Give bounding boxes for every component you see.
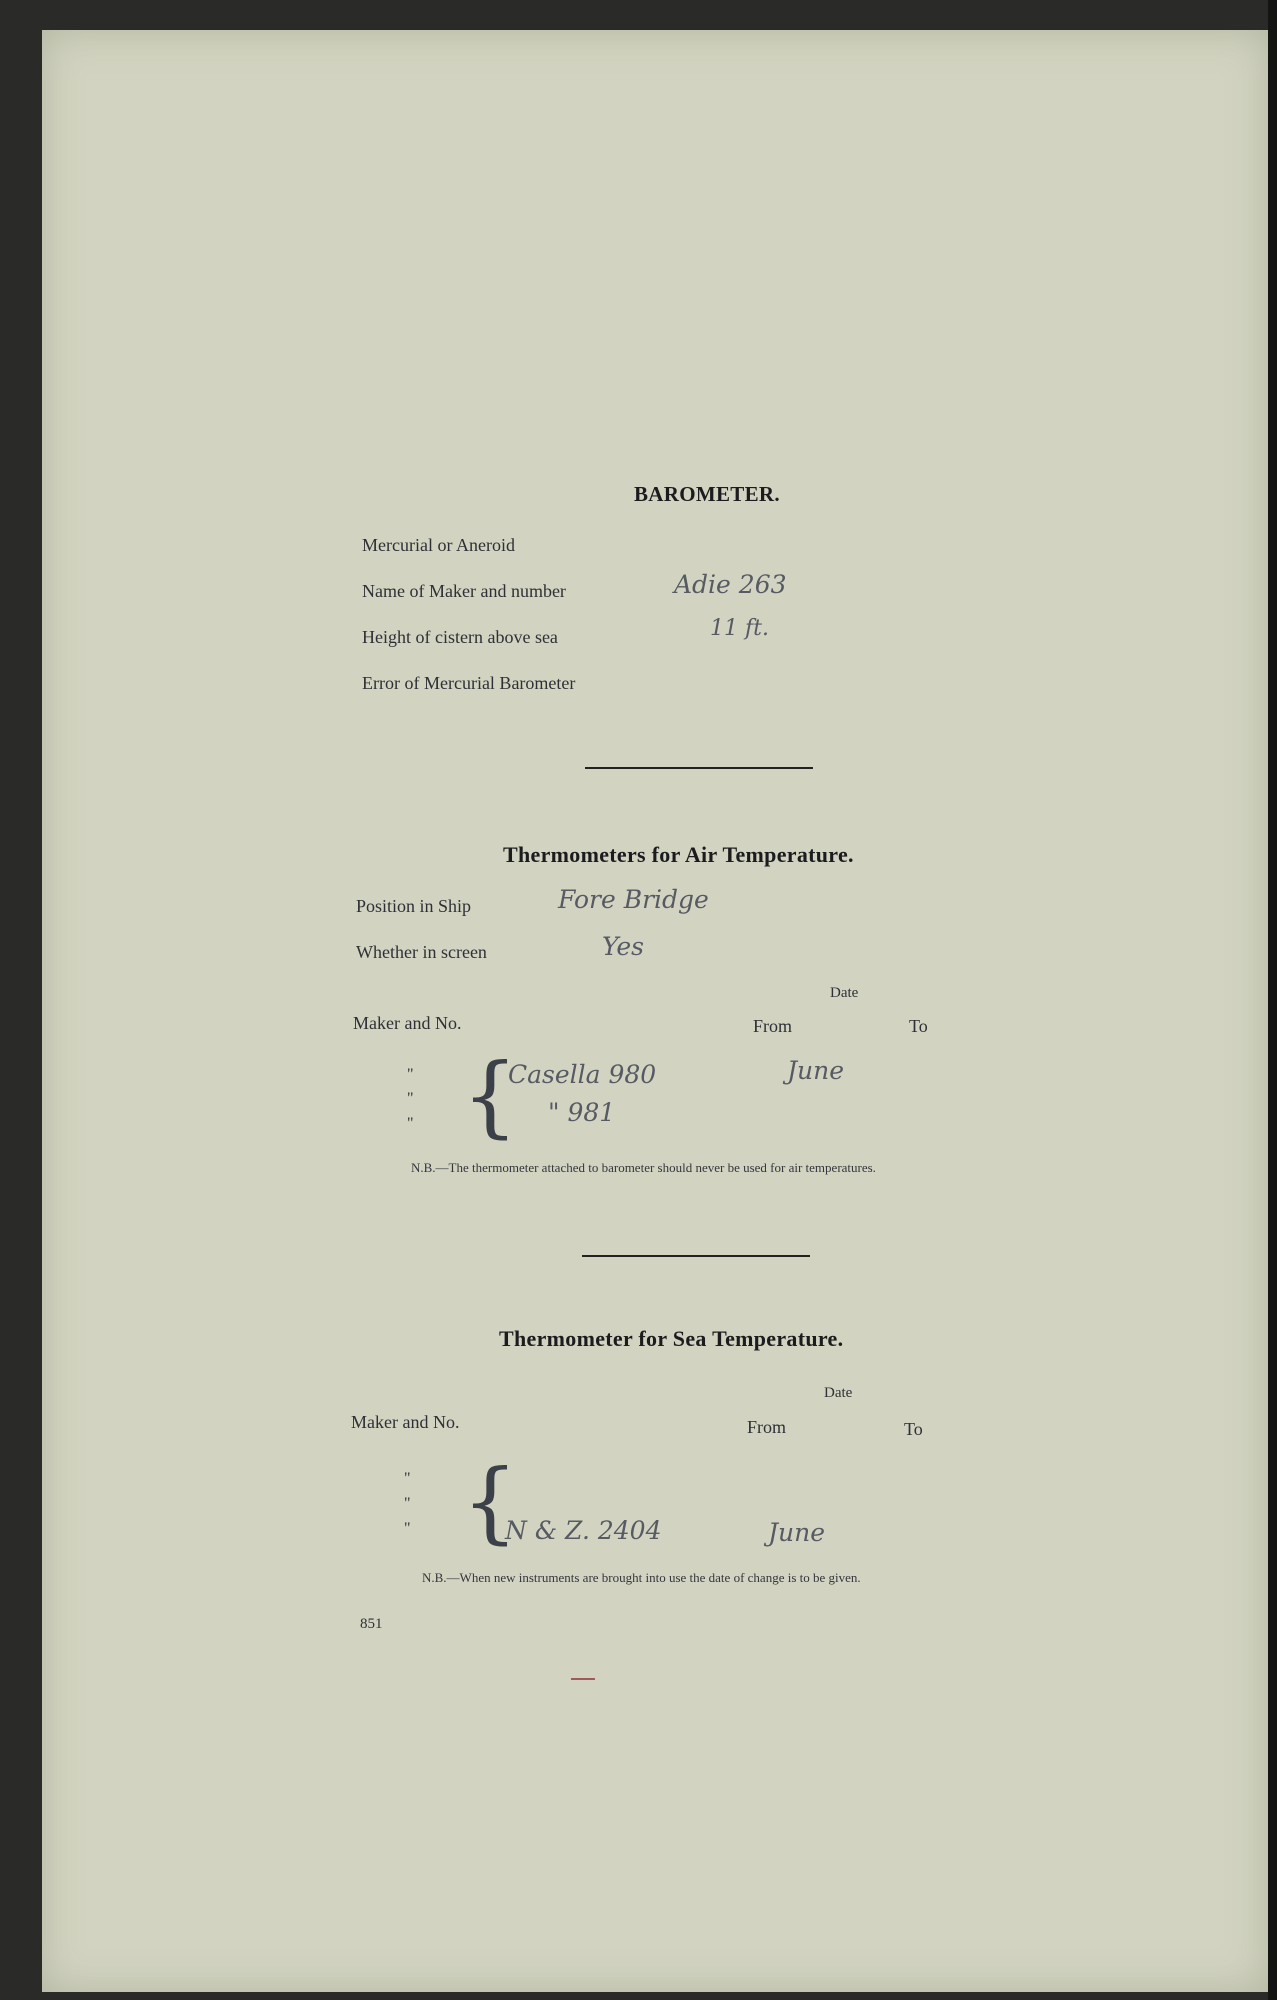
sea-maker-label: Maker and No. bbox=[351, 1412, 460, 1432]
air-entry-maker: Casella 980 bbox=[508, 1060, 657, 1089]
sea-to-label: To bbox=[904, 1419, 923, 1439]
section-divider bbox=[582, 1255, 810, 1257]
air-from-label: From bbox=[753, 1016, 793, 1036]
barometer-maker-value: Adie 263 bbox=[674, 570, 787, 599]
ditto-mark: " bbox=[404, 1520, 411, 1537]
ditto-mark: " bbox=[404, 1495, 411, 1512]
barometer-height-label: Height of cistern above sea bbox=[362, 627, 558, 647]
ditto-mark: " bbox=[404, 1470, 411, 1487]
ditto-mark: " bbox=[407, 1115, 414, 1132]
section-divider bbox=[585, 767, 813, 769]
air-position-label: Position in Ship bbox=[356, 896, 472, 916]
form-page bbox=[42, 30, 1268, 1992]
air-screen-label: Whether in screen bbox=[356, 942, 487, 962]
air-screen-value: Yes bbox=[602, 932, 644, 961]
barometer-error-label: Error of Mercurial Barometer bbox=[362, 673, 576, 693]
ditto-mark: " bbox=[407, 1066, 414, 1083]
air-entry-maker: " 981 bbox=[548, 1098, 616, 1127]
barometer-type-label: Mercurial or Aneroid bbox=[362, 535, 515, 555]
sea-note: N.B.—When new instruments are brought into use the date of change is to be given. bbox=[422, 1570, 861, 1585]
air-maker-label: Maker and No. bbox=[353, 1013, 462, 1033]
air-note: N.B.—The thermometer attached to barometer should never be used for air temperatures. bbox=[411, 1160, 876, 1175]
barometer-height-value: 11 ft. bbox=[710, 616, 769, 641]
sea-date-label: Date bbox=[824, 1385, 853, 1401]
brace-icon: { bbox=[462, 1450, 518, 1553]
sea-from-label: From bbox=[747, 1417, 787, 1437]
ink-mark bbox=[571, 1678, 595, 1680]
page-edge bbox=[1268, 0, 1277, 2000]
air-to-label: To bbox=[909, 1016, 928, 1036]
air-section-title: Thermometers for Air Temperature. bbox=[503, 842, 854, 867]
barometer-title: BAROMETER. bbox=[634, 482, 780, 506]
sea-section-title: Thermometer for Sea Temperature. bbox=[499, 1326, 844, 1351]
brace-icon: { bbox=[462, 1044, 518, 1147]
ditto-mark: " bbox=[407, 1090, 414, 1107]
sea-entry-from: June bbox=[768, 1518, 826, 1547]
barometer-maker-label: Name of Maker and number bbox=[362, 581, 566, 601]
air-entry-from: June bbox=[787, 1056, 845, 1085]
air-date-label: Date bbox=[830, 985, 859, 1001]
sea-entry-maker: N & Z. 2404 bbox=[505, 1516, 662, 1545]
air-position-value: Fore Bridge bbox=[558, 885, 709, 914]
form-number: 851 bbox=[360, 1616, 383, 1632]
